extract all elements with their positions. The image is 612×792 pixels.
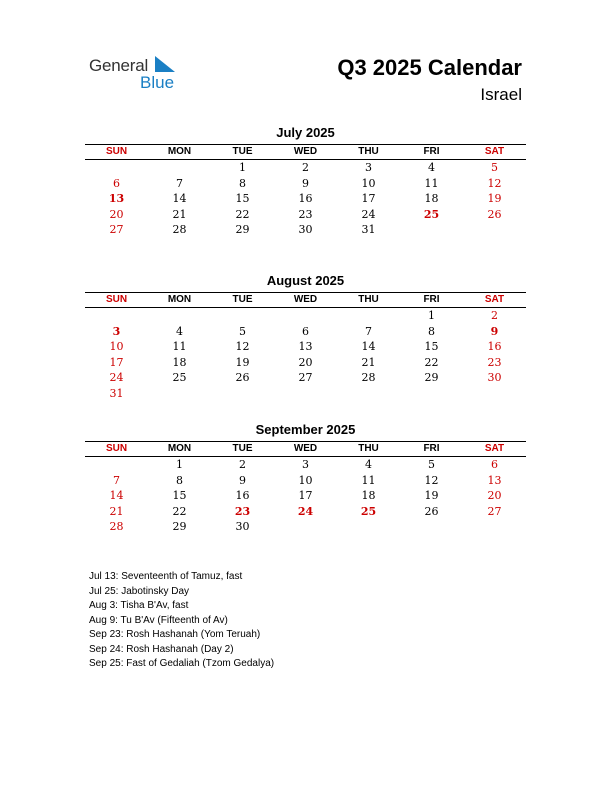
day-cell: 22 (424, 355, 439, 369)
weekday-label: FRI (423, 146, 440, 157)
empty-day-cell (85, 160, 148, 176)
day-grid (85, 160, 526, 238)
weekday-label: TUE (232, 294, 253, 305)
day-cell: 21 (109, 504, 124, 518)
day-cell: 28 (172, 223, 187, 237)
day-cell: 10 (361, 176, 376, 190)
empty-day-cell (337, 308, 400, 324)
day-cell: 11 (172, 340, 187, 354)
weekday-label: WED (293, 443, 318, 454)
page-title: Q3 2025 Calendar (337, 55, 522, 80)
empty-day-cell (337, 386, 400, 402)
day-cell: 1 (428, 309, 435, 322)
holiday-item: Jul 13: Seventeenth of Tamuz, fast (89, 571, 243, 582)
empty-day-cell (274, 519, 337, 535)
day-cell: 4 (428, 161, 435, 174)
day-cell: 23 (234, 504, 251, 518)
day-cell: 3 (302, 458, 309, 471)
day-cell: 21 (361, 355, 376, 369)
day-cell: 30 (487, 371, 502, 385)
day-cell: 24 (297, 504, 314, 518)
day-cell: 27 (109, 223, 124, 237)
day-cell: 21 (172, 207, 187, 221)
day-cell: 1 (176, 458, 183, 471)
day-cell: 26 (424, 504, 439, 518)
day-cell: 25 (172, 371, 187, 385)
day-cell: 3 (112, 324, 121, 338)
day-grid (85, 457, 526, 535)
day-cell: 16 (235, 489, 250, 503)
month-july (85, 125, 526, 238)
day-cell: 28 (109, 520, 124, 534)
empty-day-cell (400, 386, 463, 402)
day-cell: 19 (235, 355, 250, 369)
empty-day-cell (463, 519, 526, 535)
empty-day-cell (463, 386, 526, 402)
day-cell: 26 (487, 207, 502, 221)
day-cell: 31 (109, 386, 124, 400)
day-cell: 2 (239, 458, 246, 471)
day-cell: 24 (361, 207, 376, 221)
day-cell: 13 (108, 192, 125, 206)
weekday-label: TUE (232, 146, 253, 157)
day-cell: 27 (298, 371, 313, 385)
empty-day-cell (211, 386, 274, 402)
weekday-label: FRI (423, 294, 440, 305)
day-cell: 14 (361, 340, 376, 354)
day-cell: 6 (113, 176, 120, 190)
empty-day-cell (148, 308, 211, 324)
empty-day-cell (274, 308, 337, 324)
day-cell: 5 (491, 161, 498, 174)
day-cell: 18 (172, 355, 187, 369)
day-cell: 6 (491, 458, 498, 471)
day-cell: 13 (487, 473, 502, 487)
day-cell: 9 (302, 176, 309, 190)
logo-triangle-icon (155, 56, 175, 72)
day-cell: 7 (176, 176, 183, 190)
day-cell: 17 (361, 192, 376, 206)
weekday-label: TUE (232, 443, 253, 454)
day-cell: 26 (235, 371, 250, 385)
weekday-label: SUN (105, 146, 128, 157)
day-cell: 15 (172, 489, 187, 503)
weekday-label: WED (293, 294, 318, 305)
day-cell: 23 (487, 355, 502, 369)
day-cell: 17 (109, 355, 124, 369)
day-cell: 6 (302, 324, 309, 338)
day-cell: 19 (424, 489, 439, 503)
day-cell: 30 (298, 223, 313, 237)
day-cell: 28 (361, 371, 376, 385)
day-cell: 13 (298, 340, 313, 354)
day-cell: 16 (298, 192, 313, 206)
holiday-item: Sep 23: Rosh Hashanah (Yom Teruah) (89, 629, 261, 640)
holiday-list (89, 570, 274, 672)
empty-day-cell (148, 386, 211, 402)
day-cell: 11 (361, 473, 376, 487)
holiday-item: Jul 25: Jabotinsky Day (89, 585, 190, 597)
day-cell: 24 (109, 371, 124, 385)
empty-day-cell (400, 519, 463, 535)
weekday-label: FRI (423, 443, 440, 454)
day-cell: 22 (172, 504, 187, 518)
day-cell: 9 (490, 324, 499, 338)
weekday-header (85, 145, 526, 159)
day-cell: 22 (235, 207, 250, 221)
day-cell: 9 (239, 473, 246, 487)
day-cell: 23 (298, 207, 313, 221)
day-cell: 7 (365, 324, 372, 338)
empty-day-cell (85, 457, 148, 473)
holiday-item: Sep 24: Rosh Hashanah (Day 2) (89, 643, 234, 655)
weekday-label: SAT (484, 294, 505, 305)
day-cell: 8 (176, 473, 183, 487)
day-cell: 12 (487, 176, 502, 190)
month-title: August 2025 (266, 273, 345, 288)
day-cell: 31 (361, 223, 376, 237)
day-cell: 4 (176, 324, 183, 338)
weekday-label: SUN (105, 443, 128, 454)
day-cell: 20 (298, 355, 313, 369)
month-title: July 2025 (276, 125, 335, 140)
day-cell: 25 (423, 207, 440, 221)
day-cell: 14 (109, 489, 124, 503)
day-grid (85, 308, 526, 402)
logo-text-blue: Blue (140, 73, 175, 92)
month-august (85, 273, 526, 402)
empty-day-cell (274, 386, 337, 402)
weekday-label: THU (358, 146, 379, 157)
day-cell: 20 (109, 207, 124, 221)
empty-day-cell (337, 519, 400, 535)
day-cell: 15 (235, 192, 250, 206)
weekday-label: SAT (484, 443, 505, 454)
logo-text-general: General (89, 56, 149, 75)
logo (89, 56, 199, 96)
day-cell: 11 (424, 176, 439, 190)
weekday-label: MON (167, 443, 192, 454)
day-cell: 15 (424, 340, 439, 354)
day-cell: 27 (487, 504, 502, 518)
day-cell: 19 (487, 192, 502, 206)
day-cell: 1 (239, 161, 246, 174)
empty-day-cell (85, 308, 148, 324)
weekday-label: SAT (484, 146, 505, 157)
month-title: September 2025 (255, 422, 356, 437)
day-cell: 10 (298, 473, 313, 487)
day-cell: 29 (424, 371, 439, 385)
day-cell: 3 (365, 161, 372, 174)
day-cell: 14 (172, 192, 187, 206)
day-cell: 4 (365, 458, 372, 471)
day-cell: 25 (360, 504, 377, 518)
day-cell: 17 (298, 489, 313, 503)
day-cell: 2 (491, 309, 498, 322)
holiday-item: Sep 25: Fast of Gedaliah (Tzom Gedalya) (89, 658, 275, 669)
weekday-header (85, 293, 526, 307)
holiday-item: Aug 3: Tisha B'Av, fast (89, 600, 189, 611)
empty-day-cell (463, 222, 526, 238)
holiday-item: Aug 9: Tu B'Av (Fifteenth of Av) (89, 614, 228, 626)
day-cell: 18 (361, 489, 376, 503)
weekday-label: MON (167, 146, 192, 157)
weekday-label: THU (358, 443, 379, 454)
day-cell: 18 (424, 192, 439, 206)
day-cell: 2 (302, 161, 309, 174)
day-cell: 7 (113, 473, 120, 487)
day-cell: 10 (109, 340, 124, 354)
empty-day-cell (148, 160, 211, 176)
day-cell: 16 (487, 340, 502, 354)
weekday-label: THU (358, 294, 379, 305)
day-cell: 20 (487, 489, 502, 503)
weekday-label: WED (293, 146, 318, 157)
day-cell: 8 (428, 324, 435, 338)
weekday-label: SUN (105, 294, 128, 305)
day-cell: 30 (235, 520, 250, 534)
day-cell: 29 (235, 223, 250, 237)
weekday-header (85, 442, 526, 456)
day-cell: 29 (172, 520, 187, 534)
weekday-label: MON (167, 294, 192, 305)
day-cell: 5 (428, 458, 435, 471)
month-september (85, 422, 526, 535)
empty-day-cell (211, 308, 274, 324)
day-cell: 8 (239, 176, 246, 190)
empty-day-cell (400, 222, 463, 238)
day-cell: 12 (235, 340, 250, 354)
day-cell: 5 (239, 324, 246, 338)
day-cell: 12 (424, 473, 439, 487)
country-name: Israel (480, 85, 522, 104)
